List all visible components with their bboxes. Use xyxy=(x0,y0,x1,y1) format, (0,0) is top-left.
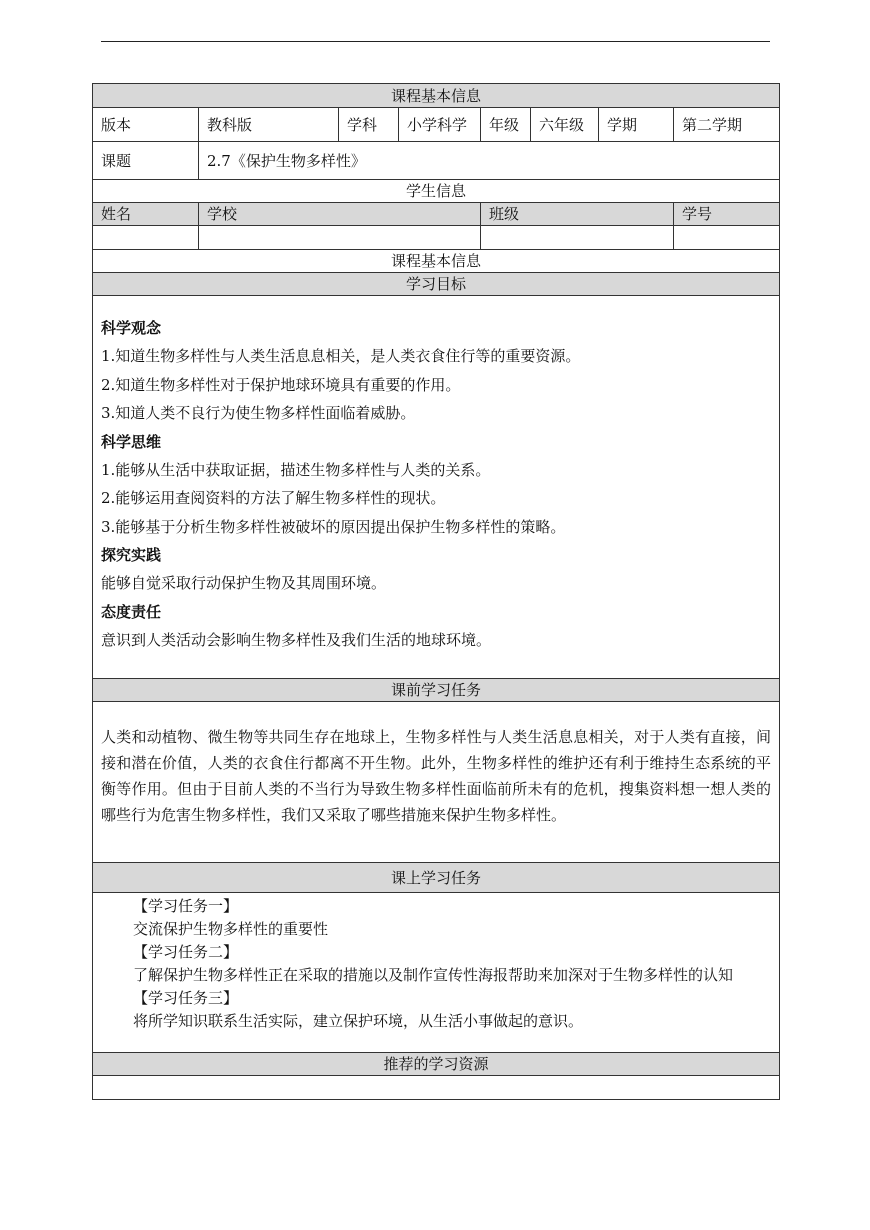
term-label: 学期 xyxy=(599,108,674,142)
topic-label: 课题 xyxy=(93,142,199,180)
objective-heading: 科学思维 xyxy=(101,432,162,451)
student-info-title: 学生信息 xyxy=(93,180,780,203)
class-label-spacer xyxy=(599,203,674,226)
topic-value: 2.7《保护生物多样性》 xyxy=(199,142,780,180)
school-field[interactable] xyxy=(199,226,481,250)
objectives-content xyxy=(93,296,780,679)
task2-text: 了解保护生物多样性正在采取的措施以及制作宣传性海报帮助来加深对于生物多样性的认知 xyxy=(133,966,734,984)
name-field[interactable] xyxy=(93,226,199,250)
objective-item: 1.知道生物多样性与人类生活息息相关，是人类衣食住行等的重要资源。 xyxy=(101,347,581,365)
objective-heading: 科学观念 xyxy=(101,319,162,337)
objective-item: 3.知道人类不良行为使生物多样性面临着威胁。 xyxy=(101,404,416,422)
objective-item: 能够自觉采取行动保护生物及其周围环境。 xyxy=(101,574,387,592)
lesson-info-table xyxy=(92,83,780,1100)
resources-title: 推荐的学习资源 xyxy=(93,1053,780,1076)
header-rule xyxy=(101,41,770,42)
task2-title: 【学习任务二】 xyxy=(133,943,239,961)
task1-title: 【学习任务一】 xyxy=(133,897,239,915)
subject-label: 学科 xyxy=(339,108,399,142)
school-label: 学校 xyxy=(199,203,481,226)
class-field[interactable] xyxy=(481,226,674,250)
objective-heading: 态度责任 xyxy=(101,602,162,621)
grade-label: 年级 xyxy=(481,108,531,142)
task1-text: 交流保护生物多样性的重要性 xyxy=(133,920,329,938)
course-info-title: 课程基本信息 xyxy=(93,250,780,273)
grade-value: 六年级 xyxy=(531,108,599,142)
id-field[interactable] xyxy=(674,226,780,250)
in-class-content xyxy=(93,893,780,1053)
edition-label: 版本 xyxy=(93,108,199,142)
task3-text: 将所学知识联系生活实际，建立保护环境，从生活小事做起的意识。 xyxy=(133,1012,584,1030)
term-value: 第二学期 xyxy=(674,108,780,142)
pre-class-title: 课前学习任务 xyxy=(93,679,780,702)
name-label: 姓名 xyxy=(93,203,199,226)
edition-value: 教科版 xyxy=(199,108,339,142)
class-label: 班级 xyxy=(481,203,599,226)
basic-info-title: 课程基本信息 xyxy=(93,84,780,108)
objective-item: 3.能够基于分析生物多样性被破坏的原因提出保护生物多样性的策略。 xyxy=(101,517,566,536)
resources-content xyxy=(93,1076,780,1100)
objective-item: 2.知道生物多样性对于保护地球环境具有重要的作用。 xyxy=(101,375,461,394)
pre-class-text: 人类和动植物、微生物等共同生存在地球上，生物多样性与人类生活息息相关，对于人类有直接，间接和潜在价值，人类的衣食住行都离不开生物。此外，生物多样性的维护还有利于维持生态系统的平衡等作用。但由于目前人类的不当行为导致生物多样性面临前所未有的危机，搜集资料想一想人类的哪些行为危害生物多样性，我们又采取了哪些措施来保护生物多样性。 xyxy=(93,702,780,863)
objective-item: 2.能够运用查阅资料的方法了解生物多样性的现状。 xyxy=(101,489,446,507)
objectives-title: 学习目标 xyxy=(93,273,780,296)
objective-item: 1.能够从生活中获取证据，描述生物多样性与人类的关系。 xyxy=(101,460,491,479)
subject-value: 小学科学 xyxy=(399,108,481,142)
task3-title: 【学习任务三】 xyxy=(133,989,239,1007)
objective-heading: 探究实践 xyxy=(101,546,162,564)
id-label: 学号 xyxy=(674,203,780,226)
objective-item: 意识到人类活动会影响生物多样性及我们生活的地球环境。 xyxy=(101,630,492,649)
in-class-title: 课上学习任务 xyxy=(93,863,780,893)
